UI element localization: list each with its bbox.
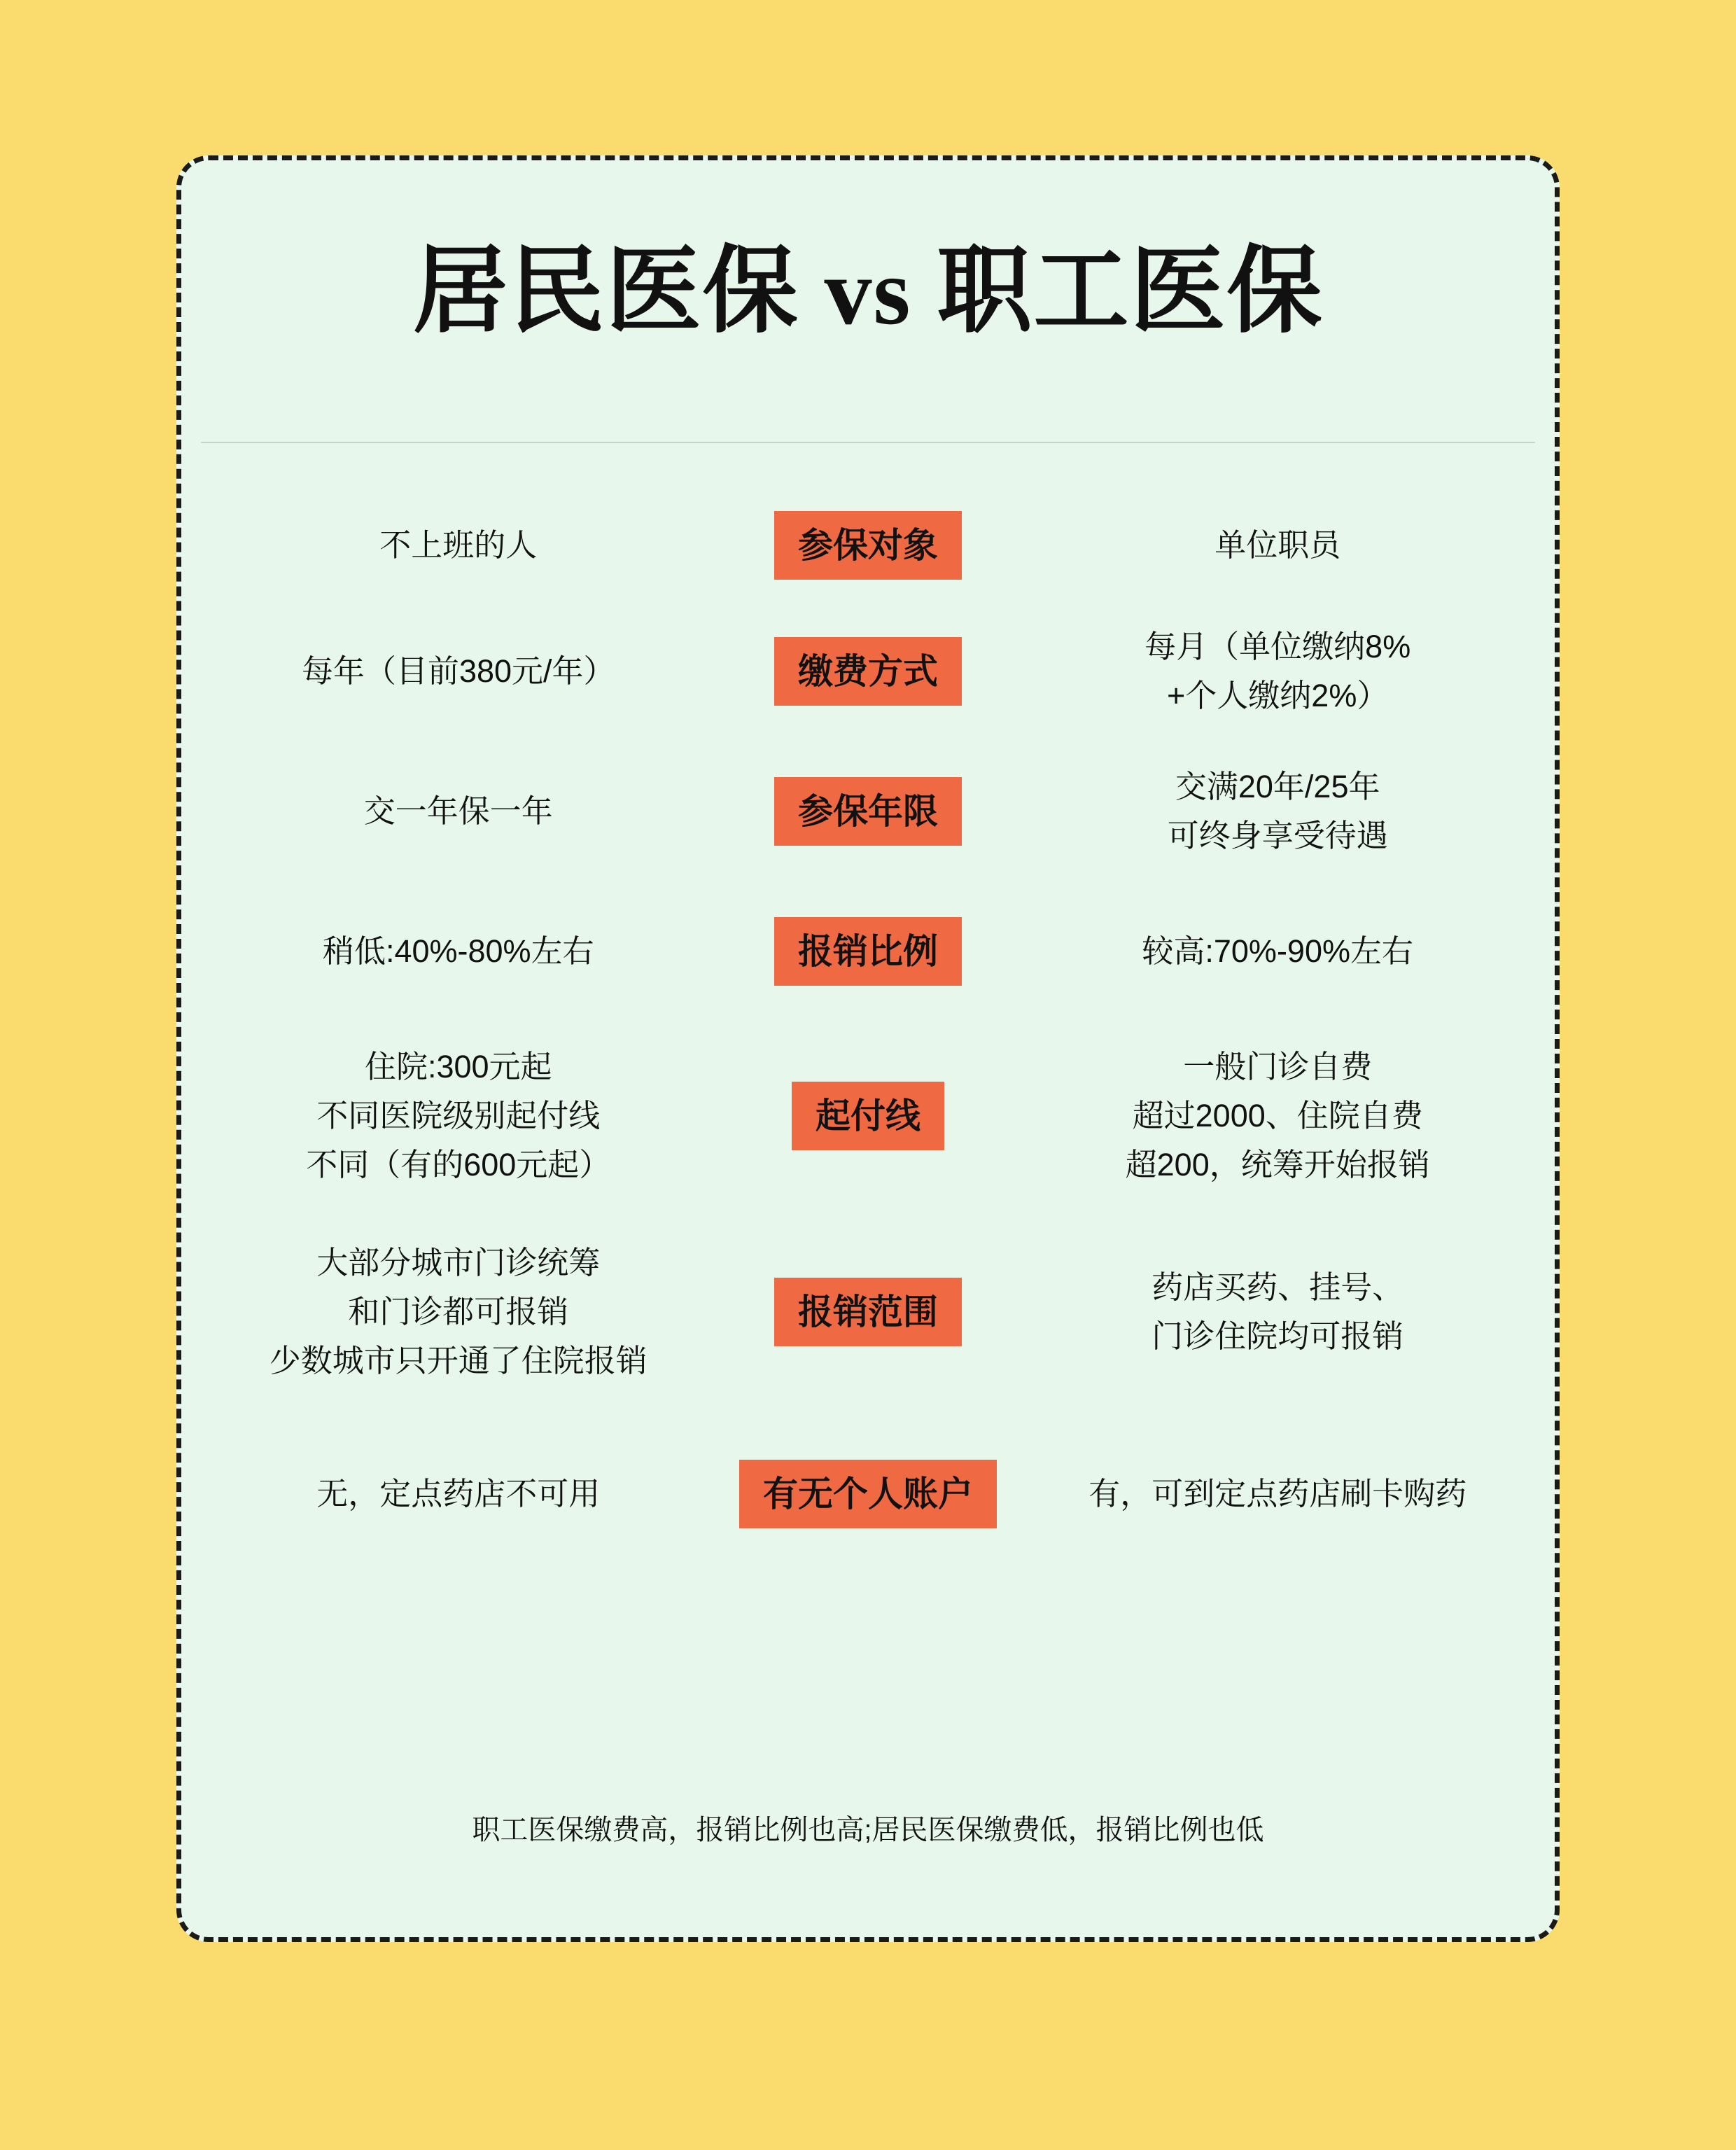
- row-left-value: 大部分城市门诊统筹 和门诊都可报销 少数城市只开通了住院报销: [269, 1245, 648, 1378]
- row-left-value: 每年（目前380元/年）: [301, 653, 615, 690]
- row-right-value: 较高:70%-90%左右: [1142, 933, 1413, 970]
- comparison-card: [176, 155, 1560, 1942]
- row-left-value: 交一年保一年: [363, 793, 553, 830]
- row-label-tag: 有无个人账户: [739, 1460, 997, 1529]
- row-label-cell: [712, 1460, 1025, 1529]
- footer-note: 职工医保缴费高，报销比例也高;居民医保缴费低，报销比例也低: [472, 1815, 1264, 1845]
- row-label-tag: 报销范围: [774, 1278, 962, 1347]
- table-row: [181, 1210, 1555, 1413]
- row-label-tag: 起付线: [792, 1082, 944, 1151]
- row-right-value: 单位职员: [1214, 527, 1341, 564]
- row-label-tag: 参保对象: [774, 511, 962, 580]
- row-label-tag: 参保年限: [774, 777, 962, 846]
- row-label-tag: 缴费方式: [774, 637, 962, 706]
- row-right-value: 一般门诊自费 超过2000、住院自费 超200，统筹开始报销: [1125, 1049, 1430, 1182]
- row-label-cell: [712, 1082, 1025, 1151]
- table-row: [181, 601, 1555, 741]
- row-right-value: 每月（单位缴纳8% +个人缴纳2%）: [1144, 629, 1411, 713]
- row-right-value: 交满20年/25年 可终身享受待遇: [1167, 769, 1388, 853]
- table-row: [181, 741, 1555, 881]
- row-label-cell: [712, 917, 1025, 986]
- title-divider: [201, 442, 1535, 443]
- row-right-value: 有，可到定点药店刷卡购药: [1088, 1476, 1467, 1512]
- row-label-cell: [712, 1278, 1025, 1347]
- table-row: [181, 1413, 1555, 1575]
- page-title: 居民医保 vs 职工医保: [412, 239, 1324, 344]
- row-right-value: 药店买药、挂号、 门诊住院均可报销: [1152, 1269, 1404, 1354]
- row-left-value: 稍低:40%-80%左右: [322, 933, 594, 970]
- row-label-tag: 报销比例: [774, 917, 962, 986]
- table-row: [181, 881, 1555, 1021]
- row-label-cell: [712, 637, 1025, 706]
- row-left-value: 无，定点药店不可用: [316, 1476, 601, 1512]
- row-label-cell: [712, 777, 1025, 846]
- table-row: [181, 489, 1555, 601]
- row-left-value: 不上班的人: [379, 527, 538, 564]
- table-row: [181, 1021, 1555, 1210]
- row-left-value: 住院:300元起 不同医院级别起付线 不同（有的600元起）: [306, 1049, 611, 1182]
- row-label-cell: [712, 511, 1025, 580]
- comparison-rows: [181, 489, 1555, 1937]
